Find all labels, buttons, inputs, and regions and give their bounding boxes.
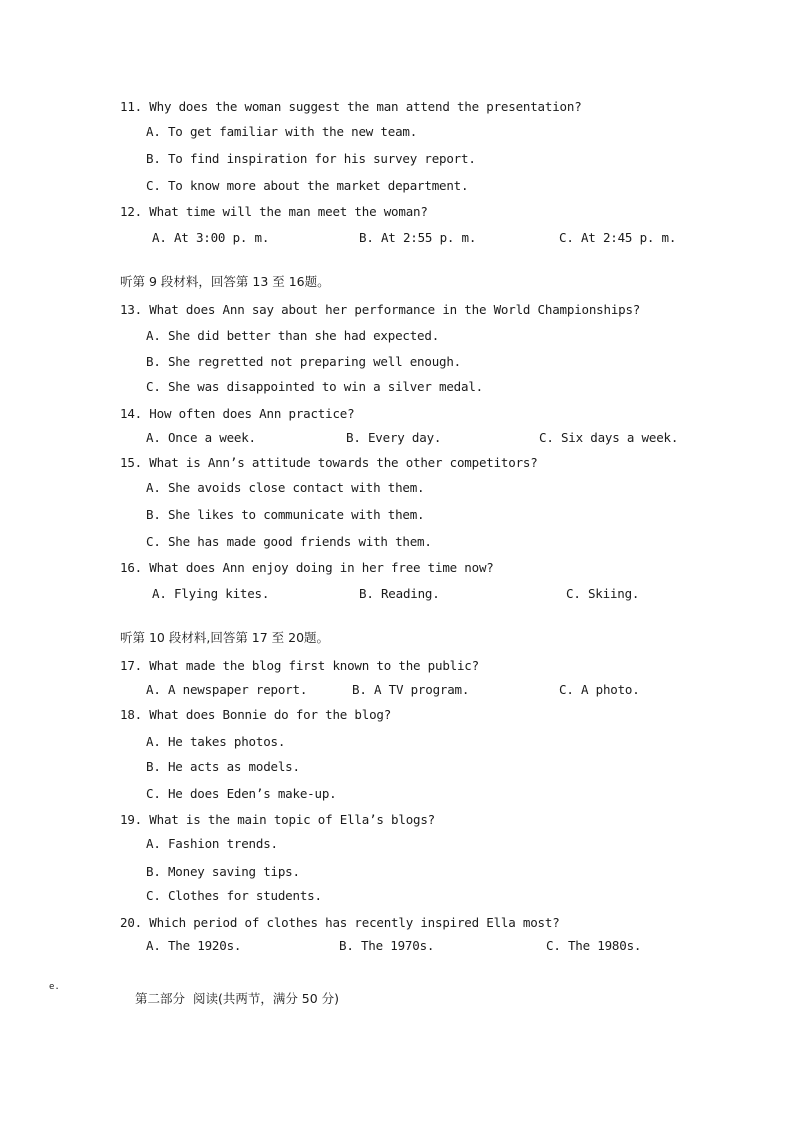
question-14-option-b: B. Every day. xyxy=(346,430,442,445)
question-15-option-c: C. She has made good friends with them. xyxy=(146,534,432,549)
question-11-option-c: C. To know more about the market department. xyxy=(146,178,469,193)
part-2-heading: 第二部分 阅读(共两节，满分 50 分) xyxy=(135,991,340,1006)
question-12-option-b: B. At 2:55 p. m. xyxy=(359,230,477,245)
question-12-option-a: A. At 3:00 p. m. xyxy=(152,230,270,245)
question-14-option-c: C. Six days a week. xyxy=(539,430,679,445)
section-10-instruction: 听第 10 段材料,回答第 17 至 20题。 xyxy=(120,630,330,645)
question-19-option-c: C. Clothes for students. xyxy=(146,888,322,903)
question-18-option-c: C. He does Eden’s make-up. xyxy=(146,786,337,801)
question-15-stem: 15. What is Ann’s attitude towards the other competitors? xyxy=(120,455,538,470)
question-16-option-b: B. Reading. xyxy=(359,586,440,601)
question-16-option-a: A. Flying kites. xyxy=(152,586,270,601)
question-13-option-b: B. She regretted not preparing well enough. xyxy=(146,354,462,369)
question-20-option-c: C. The 1980s. xyxy=(546,938,642,953)
question-15-option-a: A. She avoids close contact with them. xyxy=(146,480,425,495)
question-16-option-c: C. Skiing. xyxy=(566,586,640,601)
question-14-stem: 14. How often does Ann practice? xyxy=(120,406,355,421)
question-18-option-b: B. He acts as models. xyxy=(146,759,300,774)
question-17-stem: 17. What made the blog first known to the public? xyxy=(120,658,479,673)
question-11-stem: 11. Why does the woman suggest the man attend the presentation? xyxy=(120,99,582,114)
question-14-option-a: A. Once a week. xyxy=(146,430,256,445)
question-18-stem: 18. What does Bonnie do for the blog? xyxy=(120,707,392,722)
question-13-option-a: A. She did better than she had expected. xyxy=(146,328,440,343)
question-18-option-a: A. He takes photos. xyxy=(146,734,286,749)
question-17-option-b: B. A TV program. xyxy=(352,682,470,697)
question-17-option-c: C. A photo. xyxy=(559,682,640,697)
stray-mark: e. xyxy=(49,982,60,992)
question-11-option-b: B. To find inspiration for his survey report. xyxy=(146,151,476,166)
question-19-stem: 19. What is the main topic of Ella’s blogs? xyxy=(120,812,436,827)
question-12-stem: 12. What time will the man meet the woman? xyxy=(120,204,428,219)
question-13-stem: 13. What does Ann say about her performance in the World Championships? xyxy=(120,302,641,317)
question-20-stem: 20. Which period of clothes has recently inspired Ella most? xyxy=(120,915,560,930)
question-15-option-b: B. She likes to communicate with them. xyxy=(146,507,425,522)
question-11-option-a: A. To get familiar with the new team. xyxy=(146,124,418,139)
question-20-option-b: B. The 1970s. xyxy=(339,938,435,953)
question-20-option-a: A. The 1920s. xyxy=(146,938,242,953)
section-9-instruction: 听第 9 段材料，回答第 13 至 16题。 xyxy=(120,274,330,289)
question-19-option-b: B. Money saving tips. xyxy=(146,864,300,879)
question-12-option-c: C. At 2:45 p. m. xyxy=(559,230,677,245)
question-19-option-a: A. Fashion trends. xyxy=(146,836,278,851)
question-16-stem: 16. What does Ann enjoy doing in her free time now? xyxy=(120,560,494,575)
question-17-option-a: A. A newspaper report. xyxy=(146,682,308,697)
question-13-option-c: C. She was disappointed to win a silver medal. xyxy=(146,379,483,394)
